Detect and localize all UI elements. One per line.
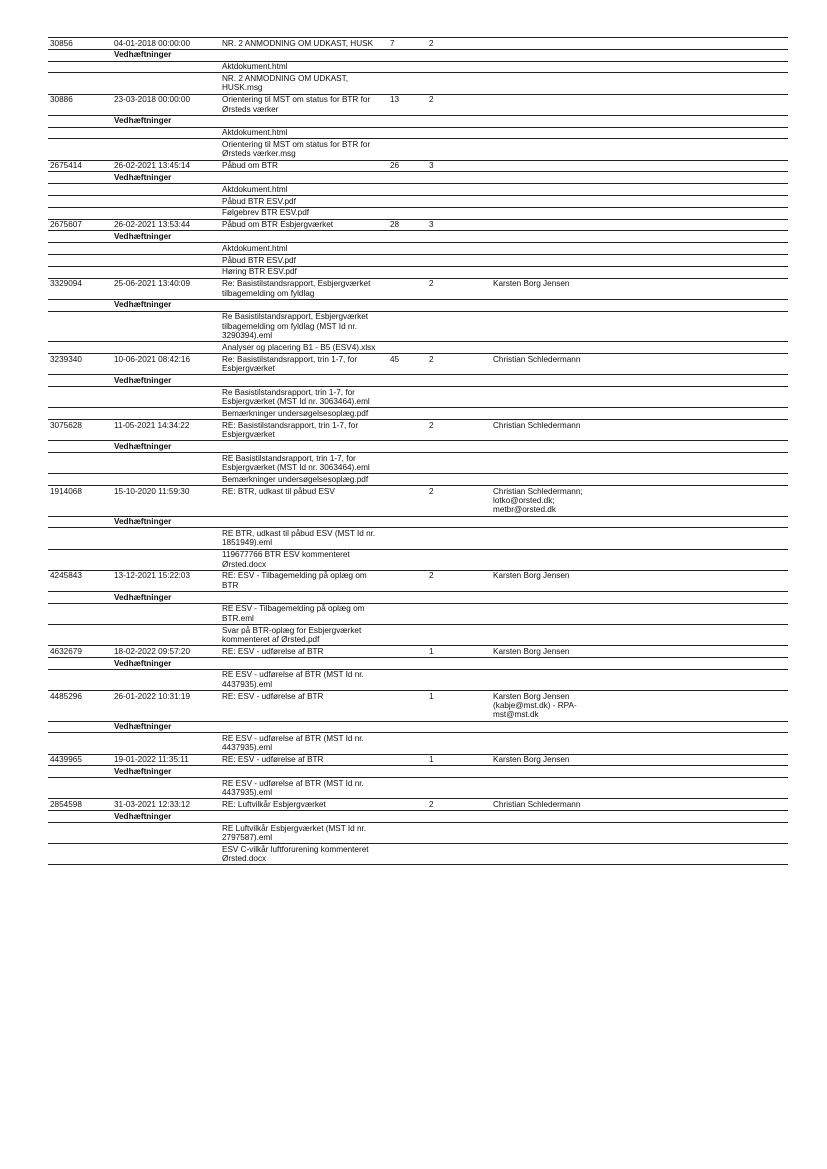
record-row (48, 160, 788, 173)
record-date: 11-05-2021 14:34:22 (114, 420, 190, 430)
attachment-name[interactable]: RE Luftvilkår Esbjergværket (MST Id nr. 2797587).eml (222, 823, 367, 842)
record-title: Re: Basistilstandsrapport, trin 1-7, for Esbjergværket (222, 354, 358, 373)
spacer (48, 453, 222, 473)
spacer (48, 625, 222, 645)
spacer (48, 844, 222, 864)
attachment-name[interactable]: RE ESV - udførelse af BTR (MST Id nr. 4437935).eml (222, 778, 364, 798)
attachments-label: Vedhæftninger (114, 172, 172, 182)
spacer (48, 267, 222, 278)
spacer (48, 766, 114, 777)
spacer (48, 243, 222, 254)
attachments-label: Vedhæftninger (114, 722, 172, 732)
attachments-header-row (48, 811, 788, 823)
attachment-row (48, 184, 788, 196)
attachment-name[interactable]: Påbud BTR ESV.pdf (222, 255, 296, 265)
record-row (48, 798, 788, 811)
attachments-header-row (48, 50, 788, 62)
record-title: RE: ESV - udførelse af BTR (222, 646, 324, 656)
attachments-label: Vedhæftninger (114, 811, 172, 821)
attachment-row (48, 844, 788, 865)
spacer (48, 441, 114, 452)
record-id: 2675414 (50, 161, 82, 171)
attachments-header-row (48, 300, 788, 312)
attachments-header-row (48, 172, 788, 184)
record-id: 4245843 (50, 571, 82, 581)
attachments-header-row (48, 592, 788, 604)
record-title: RE: BTR, udkast til påbud ESV (222, 486, 335, 496)
spacer (48, 73, 222, 93)
record-recipient: Christian Schledermann; lotko@orsted.dk; metbr@orsted.dk (493, 486, 583, 515)
record-pages (390, 486, 429, 516)
attachment-name[interactable]: 119677766 BTR ESV kommenteret Ørsted.docx (222, 550, 350, 569)
record-number: 2 (429, 486, 434, 496)
attachments-label: Vedhæftninger (114, 375, 172, 385)
attachments-header-row (48, 658, 788, 670)
record-pages: 7 (390, 38, 395, 48)
spacer (48, 733, 222, 753)
attachment-row (48, 255, 788, 267)
attachments-label: Vedhæftninger (114, 116, 172, 126)
attachment-name[interactable]: Re Basistilstandsrapport, trin 1-7, for Esbjergværket (MST Id nr. 3063464).eml (222, 387, 370, 406)
spacer (48, 550, 222, 570)
document-list (48, 38, 788, 865)
record-pages: 26 (390, 161, 400, 171)
spacer (48, 196, 222, 207)
record-row (48, 94, 788, 116)
record-recipient (493, 161, 613, 172)
spacer (48, 604, 222, 624)
record-date: 15-10-2020 11:59:30 (114, 486, 190, 496)
record-title: Påbud om BTR Esbjergværket (222, 220, 334, 230)
spacer (48, 474, 222, 485)
record-row (48, 353, 788, 375)
record-id: 4485296 (50, 691, 82, 701)
spacer (48, 517, 114, 528)
record-recipient: Karsten Borg Jensen (493, 279, 570, 289)
attachment-row (48, 778, 788, 799)
record-date: 19-01-2022 11:35:11 (114, 755, 189, 765)
attachments-label: Vedhæftninger (114, 441, 172, 451)
spacer (48, 342, 222, 353)
record-number: 2 (429, 95, 434, 105)
record-row (48, 419, 788, 441)
attachments-label: Vedhæftninger (114, 658, 172, 668)
attachments-header-row (48, 517, 788, 529)
record-recipient: Christian Schledermann (493, 799, 581, 809)
record-pages: 28 (390, 220, 400, 230)
spacer (48, 408, 222, 419)
record-id: 2854598 (50, 799, 82, 809)
attachment-name[interactable]: RE ESV - Tilbagemelding på oplæg om BTR.eml (222, 604, 365, 623)
spacer (48, 231, 114, 242)
record-recipient: Christian Schledermann (493, 354, 581, 364)
spacer (48, 116, 114, 127)
attachment-row (48, 670, 788, 691)
record-number: 2 (429, 279, 434, 289)
record-title: RE: ESV - udførelse af BTR (222, 691, 324, 701)
attachment-row (48, 196, 788, 208)
record-row (48, 37, 788, 50)
attachments-label: Vedhæftninger (114, 300, 172, 310)
attachment-name[interactable]: Bemærkninger undersøgelsesoplæg.pdf (222, 474, 369, 484)
attachments-header-row (48, 441, 788, 453)
attachment-name[interactable]: Bemærkninger undersøgelsesoplæg.pdf (222, 408, 369, 418)
spacer (48, 50, 114, 61)
attachments-header-row (48, 766, 788, 778)
attachment-name[interactable]: Analyser og placering B1 - B5 (ESV4).xlsx (222, 342, 376, 352)
record-pages (390, 279, 429, 299)
attachments-header-row (48, 722, 788, 734)
spacer (48, 300, 114, 311)
attachment-name[interactable]: NR. 2 ANMODNING OM UDKAST, HUSK.msg (222, 73, 349, 93)
record-date: 25-06-2021 13:40:09 (114, 279, 191, 289)
record-date: 31-03-2021 12:33:12 (114, 799, 191, 809)
record-title: Påbud om BTR (222, 161, 278, 171)
record-row (48, 570, 788, 592)
attachment-row (48, 453, 788, 474)
record-row (48, 645, 788, 658)
record-number: 1 (429, 646, 434, 656)
record-row (48, 278, 788, 300)
spacer (48, 387, 222, 407)
spacer (48, 811, 114, 822)
spacer (48, 312, 222, 342)
spacer (48, 139, 222, 159)
attachment-row (48, 625, 788, 646)
record-number: 2 (429, 571, 434, 581)
attachment-row (48, 823, 788, 844)
attachment-row (48, 528, 788, 549)
record-date: 23-03-2018 00:00:00 (114, 95, 191, 105)
attachments-label: Vedhæftninger (114, 517, 172, 527)
spacer (48, 375, 114, 386)
attachment-name[interactable]: RE ESV - udførelse af BTR (MST Id nr. 4437935).eml (222, 733, 364, 753)
record-pages (390, 691, 429, 721)
attachment-row (48, 62, 788, 74)
record-number: 2 (429, 38, 434, 48)
attachment-name[interactable]: Aktdokument.html (222, 184, 288, 194)
attachment-name[interactable]: Påbud BTR ESV.pdf (222, 196, 296, 206)
attachments-label: Vedhæftninger (114, 50, 172, 60)
record-title: NR. 2 ANMODNING OM UDKAST, HUSK (222, 38, 374, 48)
record-id: 30856 (50, 38, 73, 48)
record-row (48, 754, 788, 767)
spacer (48, 823, 222, 843)
record-date: 26-02-2021 13:53:44 (114, 220, 191, 230)
record-pages: 13 (390, 95, 400, 105)
attachments-header-row (48, 375, 788, 387)
attachment-row (48, 550, 788, 571)
attachment-name[interactable]: RE BTR, udkast til påbud ESV (MST Id nr. 1851949).eml (222, 528, 376, 548)
spacer (48, 184, 222, 195)
spacer (48, 208, 222, 219)
record-number: 2 (429, 420, 434, 430)
record-title: Re: Basistilstandsrapport, Esbjergværket tilbagemelding om fyldlag (222, 279, 371, 298)
attachment-row (48, 243, 788, 255)
record-pages (390, 799, 429, 810)
record-recipient (493, 38, 613, 49)
record-number: 3 (429, 220, 434, 230)
record-number: 3 (429, 161, 434, 171)
record-date: 18-02-2022 09:57:20 (114, 646, 191, 656)
record-recipient: Karsten Borg Jensen (493, 755, 570, 765)
record-pages: 45 (390, 354, 400, 364)
attachment-name[interactable]: Orientering til MST om status for BTR for Ørsteds værker.msg (222, 139, 371, 159)
record-recipient (493, 220, 613, 231)
attachment-name[interactable]: Re Basistilstandsrapport, Esbjergværket tilbagemelding om fyldlag (MST Id nr. 3290394).eml (222, 312, 369, 340)
record-date: 26-01-2022 10:31:19 (114, 691, 191, 701)
attachment-name[interactable]: RE Basistilstandsrapport, trin 1-7, for Esbjergværket (MST Id nr. 3063464).eml (222, 453, 370, 472)
attachments-label: Vedhæftninger (114, 592, 172, 602)
record-recipient: Karsten Borg Jensen (493, 646, 570, 656)
record-number: 2 (429, 799, 434, 809)
record-number: 2 (429, 354, 434, 364)
spacer (48, 658, 114, 669)
record-pages (390, 571, 429, 591)
spacer (48, 592, 114, 603)
attachment-row (48, 128, 788, 140)
record-date: 10-06-2021 08:42:16 (114, 354, 191, 364)
attachment-row (48, 139, 788, 160)
record-id: 2675607 (50, 220, 82, 230)
attachments-label: Vedhæftninger (114, 231, 172, 241)
attachment-name[interactable]: Aktdokument.html (222, 243, 288, 253)
spacer (48, 172, 114, 183)
spacer (48, 128, 222, 139)
record-number: 1 (429, 755, 434, 765)
record-date: 13-12-2021 15:22:03 (114, 571, 191, 581)
record-id: 3239340 (50, 354, 82, 364)
record-pages (390, 420, 429, 440)
record-pages (390, 646, 429, 657)
spacer (48, 670, 222, 690)
spacer (48, 778, 222, 798)
record-title: RE: Luftvilkår Esbjergværket (222, 799, 326, 809)
record-number: 1 (429, 691, 434, 701)
attachment-name[interactable]: Følgebrev BTR ESV.pdf (222, 208, 310, 218)
record-title: RE: ESV - udførelse af BTR (222, 755, 324, 765)
record-id: 3075628 (50, 420, 82, 430)
attachment-row (48, 312, 788, 343)
attachment-name[interactable]: Høring BTR ESV.pdf (222, 267, 297, 277)
attachment-row (48, 387, 788, 408)
record-recipient (493, 95, 613, 115)
record-row (48, 219, 788, 232)
record-recipient: Christian Schledermann (493, 420, 581, 430)
attachment-row (48, 73, 788, 94)
spacer (48, 255, 222, 266)
record-id: 4439965 (50, 755, 82, 765)
spacer (48, 722, 114, 733)
record-pages (390, 755, 429, 766)
spacer (48, 62, 222, 73)
attachment-name[interactable]: ESV C-vilkår luftforurening kommenteret Ørsted.docx (222, 844, 369, 864)
attachment-name[interactable]: Aktdokument.html (222, 128, 288, 138)
record-row (48, 485, 788, 517)
record-title: RE: Basistilstandsrapport, trin 1-7, for Esbjergværket (222, 420, 359, 439)
spacer (48, 528, 222, 548)
attachment-row (48, 733, 788, 754)
record-id: 1914068 (50, 486, 82, 496)
record-recipient: Karsten Borg Jensen (493, 571, 570, 581)
record-date: 26-02-2021 13:45:14 (114, 161, 191, 171)
attachment-name[interactable]: Aktdokument.html (222, 62, 288, 72)
record-id: 30886 (50, 95, 73, 105)
record-date: 04-01-2018 00:00:00 (114, 38, 191, 48)
record-title: RE: ESV - Tilbagemelding på oplæg om BTR (222, 571, 367, 590)
record-id: 3329094 (50, 279, 82, 289)
record-recipient: Karsten Borg Jensen (kabje@mst.dk) - RPA-mst@mst.dk (493, 691, 577, 720)
record-row (48, 690, 788, 722)
attachment-row (48, 604, 788, 625)
attachment-name[interactable]: RE ESV - udførelse af BTR (MST Id nr. 4437935).eml (222, 670, 364, 689)
attachments-header-row (48, 116, 788, 128)
record-title: Orientering til MST om status for BTR for Ørsteds værker (222, 95, 371, 114)
attachment-name[interactable]: Svar på BTR-oplæg for Esbjergværket kommenteret af Ørsted.pdf (222, 625, 362, 644)
record-id: 4632679 (50, 646, 82, 656)
attachments-header-row (48, 231, 788, 243)
attachments-label: Vedhæftninger (114, 766, 172, 776)
